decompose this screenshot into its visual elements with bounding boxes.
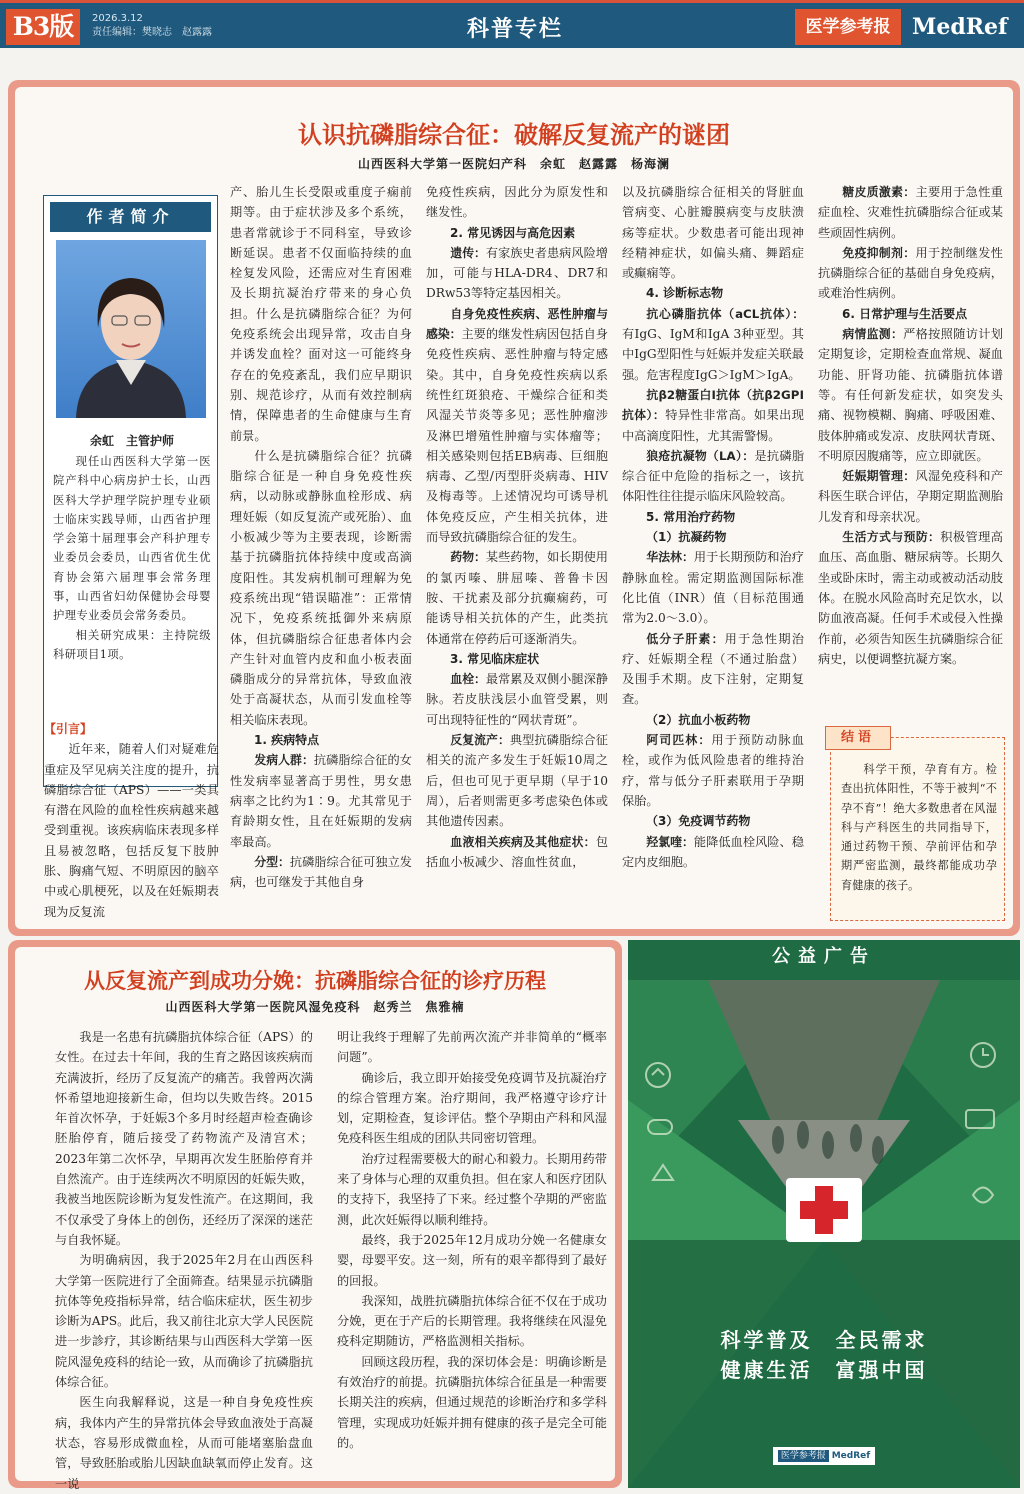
col3-para-c [426, 304, 608, 548]
text-type: 抗磷脂综合征可独立发病，也可继发于其他自身 [230, 854, 412, 890]
label-type: 分型： [254, 854, 290, 869]
label-la: 狼疮抗凝物（LA）： [646, 448, 755, 463]
author-name: 余虹 主管护师 [89, 434, 174, 448]
story-para-6: 治疗过程需要极大的耐心和毅力。长期用药带来了身体与心理的双重负担。但在家人和医疗团队的支持下，我坚持了下来。经过整个孕期的严密监测，此次妊娠得以顺利维持。 [337, 1151, 607, 1227]
col4-para-d [622, 446, 804, 507]
column-2 [230, 182, 412, 924]
label-lifestyle: 生活方式与预防： [842, 530, 941, 545]
col4-para-a: 以及抗磷脂综合征相关的肾脏血管病变、心脏瓣膜病变与皮肤溃疡等症状。少数患者可能出现神经精神症状，如偏头痛、舞蹈症或癫痫等。 [622, 185, 804, 281]
article-aps [8, 80, 1020, 936]
col3-para-e [426, 669, 608, 730]
intro-text: 近年来，随着人们对疑难危重症及罕见病关注度的提升，抗磷脂综合征（APS）——一类具有潜在风险的血栓性疾病越来越受到重视。该疾病临床表现多样且易被忽略，包括反复下肢肿胀、胸痛气短、不明原因的脑卒中或心肌梗死，以及在妊娠期表现为反复流 [44, 742, 219, 919]
col4-para-c [622, 385, 804, 446]
public-service-ad [628, 940, 1020, 1488]
text-pregnancy: 风湿免疫科和产科医生联合评估，孕期定期监测胎儿发育和母亲状况。 [818, 469, 1003, 524]
label-steroids: 糖皮质激素： [842, 185, 916, 199]
text-la: 是抗磷脂综合征中危险的指标之一，该抗体阳性往往提示临床风险较高。 [622, 448, 805, 504]
text-miscarriage: 典型抗磷脂综合征相关的流产多发生于妊娠10周之后，但也可见于更早期（早于10周），后者则需更多考虑染色体或其他遗传因素。 [426, 733, 608, 829]
col4-para-e [622, 547, 804, 628]
ad-logo-cn: 医学参考报 [778, 1450, 829, 1462]
text-acl: 有IgG、IgM和IgA 3种亚型。其中IgG型阳性与妊娠并发症关联最强。危害程度IgG＞IgM＞IgA。 [622, 327, 804, 382]
story-para-1: 我是一名患有抗磷脂抗体综合征（APS）的女性。在过去十年间，我的生育之路因该疾病而充满波折，经历了反复流产的痛苦。我曾两次满怀希望地迎接新生命，但均以失败告终。2015年首次怀孕，于妊娠3个多月时经超声检查确诊胚胎停育，随后接受了药物流产及清宫术；2023年第二次怀孕，早期再次发生胚胎停育并自然流产。由于连续两次不明原因的妊娠失败，我被当地医院诊断为复发性流产。在这期间，我不仅承受了身体上的创伤，还经历了深深的迷茫与自我怀疑。 [55, 1030, 313, 1247]
col2-para-b: 什么是抗磷脂综合征？抗磷脂综合征是一种自身免疫性疾病，以动脉或静脉血栓形成、病理妊娠（如反复流产或死胎）、血小板减少等为主要表现，诊断需基于抗磷脂抗体持续中度或高滴度阳性。其发病机制可理解为免疫系统出现“错误瞄准”：正常情况下，免疫系统抵御外来病原体，但抗磷脂综合征患者体内会产生针对血管内皮和血小板表面磷脂成分的异常抗体，导致血液处于高凝状态，从而引发血栓等相关临床表现。 [230, 448, 412, 727]
col2-para-a: 产、胎儿生长受限或重度子痫前期等。由于症状涉及多个系统，患者常就诊于不同科室，导致诊断延误。患者不仅面临持续的血栓复发风险，还需应对生育困难及长期抗凝治疗带来的身心负担。什么是抗磷脂综合征？为何免疫系统会出现异常，攻击自身并诱发血栓？面对这一可能终身存在的免疫紊乱，我们应早期识别、规范诊疗，从而有效控制病情，保障患者的生命健康与生育前景。 [230, 185, 412, 443]
header-meta [92, 12, 212, 40]
conclusion-box [830, 730, 1005, 921]
ad-slogan-1: 科学普及 全民需求 [720, 1328, 928, 1352]
article2-byline: 山西医科大学第一医院风湿免疫科 赵秀兰 焦雅楠 [165, 1000, 465, 1014]
heading-1: 1. 疾病特点 [254, 733, 320, 748]
col2-para-c [230, 750, 412, 851]
text-thrombosis: 最常累及双侧小腿深静脉。若皮肤浅层小血管受累，则可出现特征性的“网状青斑”。 [426, 672, 608, 727]
heading-5b: （2）抗血小板药物 [646, 712, 751, 727]
page-header [0, 0, 1024, 48]
heading-5c: （3）免疫调节药物 [646, 814, 751, 829]
heading-6: 6. 日常护理与生活要点 [842, 306, 968, 321]
col5-para-d [818, 466, 1003, 527]
editors-line: 责任编辑：樊晓志 赵露露 [92, 27, 212, 38]
article2-column-right [337, 1027, 607, 1481]
col3-para-d [426, 547, 608, 648]
text-lmwh: 用于急性期治疗、妊娠期全程（不通过胎盘）及围手术期。皮下注射，定期复查。 [622, 631, 804, 707]
article2-title: 从反复流产到成功分娩：抗磷脂综合征的诊疗历程 [84, 969, 546, 993]
heading-4: 4. 诊断标志物 [646, 286, 724, 301]
author-photo [56, 240, 206, 418]
text-autoimmune: 主要的继发性病因包括自身免疫性疾病、恶性肿瘤与特定感染。其中，自身免疫性疾病以系统性红斑狼疮、干燥综合征和类风湿关节炎等多见；恶性肿瘤涉及淋巴增殖性肿瘤与实体瘤等；相关感染则包括EB病毒、巨细胞病毒、乙型/丙型肝炎病毒、HIV及梅毒等。上述情况均可诱导机体免疫反应，产生相关抗体，进而导致抗磷脂综合征的发生。 [426, 327, 608, 545]
story-para-3: 医生向我解释说，这是一种自身免疫性疾病，我体内产生的异常抗体会导致血液处于高凝状态，容易形成微血栓，从而可能堵塞胎盘血管，导致胚胎或胎儿因缺血缺氧而停止发育。这一说 [55, 1395, 313, 1491]
column-5 [818, 182, 1003, 728]
label-autoimmune: 自身免疫性疾病、恶性肿瘤与感染： [426, 306, 608, 342]
author-research: 相关研究成果：主持院级科研项目1项。 [53, 628, 211, 661]
label-hcq: 羟氯喹： [646, 834, 694, 849]
column-1 [44, 719, 219, 924]
label-population: 发病人群： [254, 753, 314, 768]
label-drugs: 药物： [450, 550, 486, 565]
col5-para-c [818, 324, 1003, 466]
ad-slogan-2: 健康生活 富强中国 [720, 1358, 928, 1382]
heading-5a: （1）抗凝药物 [646, 530, 727, 545]
text-monitoring: 严格按照随访计划定期复诊，定期检查血常规、凝血功能、肝肾功能、抗磷脂抗体谱等。有任何新发症状，如突发头痛、视物模糊、胸痛、呼吸困难、肢体肿痛或发凉、皮肤网状青斑、不明原因腹痛等，应立即就医。 [818, 327, 1003, 463]
text-drugs: 某些药物，如长期使用的氯丙嗪、肼屈嗪、普鲁卡因胺、干扰素及部分抗癫痫药，可能诱导相关抗体的产生，此类抗体通常在停药后可逐渐消失。 [426, 550, 608, 646]
label-warfarin: 华法林： [646, 550, 694, 565]
text-hcq: 能降低血栓风险、稳定内皮细胞。 [622, 834, 804, 869]
ad-header: 公益广告 [772, 946, 876, 967]
col4-para-b [622, 304, 804, 385]
col2-para-d [230, 852, 412, 893]
brand-cn: 医学参考报 [795, 9, 901, 45]
story-para-8: 我深知，战胜抗磷脂抗体综合征不仅在于成功分娩，更在于产后的长期管理。我将继续在风湿免疫科定期随访，严格监测相关指标。 [337, 1293, 607, 1349]
label-blood: 血液相关疾病及其他症状： [450, 834, 596, 849]
ad-logo-en: MedRef [831, 1451, 871, 1461]
text-warfarin: 用于长期预防和治疗静脉血栓。需定期监测国际标准化比值（INR）值（目标范围通常为2.0～3.0）。 [622, 550, 804, 626]
col4-para-h [622, 832, 804, 873]
heading-5: 5. 常用治疗药物 [646, 509, 736, 524]
label-lmwh: 低分子肝素： [646, 631, 725, 646]
edition-badge: B3版 [6, 9, 80, 45]
label-b2gp: 抗β2糖蛋白Ⅰ抗体（抗β2GPⅠ抗体）： [622, 387, 804, 423]
label-aspirin: 阿司匹林： [646, 733, 712, 748]
author-bio-text: 现任山西医科大学第一医院产科中心病房护士长，山西医科大学护理学院护理专业硕士临床实践导师，山西省护理学会第十届理事会产科护理专业委员会委员，山西省优生优育协会第六届理事会常务理事，山西省妇幼保健协会母婴护理专业委员会常务委员。 [53, 455, 211, 623]
story-para-9: 回顾这段历程，我的深切体会是：明确诊断是有效治疗的前提。抗磷脂抗体综合征虽是一种需要长期关注的疾病，但通过规范的诊断治疗和多学科管理，实现成功妊娠并拥有健康的孩子是完全可能的。 [337, 1354, 607, 1450]
text-lifestyle: 积极管理高血压、高血脂、糖尿病等。长期久坐或卧床时，需主动或被动活动肢体。在脱水风险高时充足饮水，以防血液高凝。任何手术或侵入性操作前，必须告知医生抗磷脂综合征病史，以便调整抗凝方案。 [818, 530, 1003, 666]
label-pregnancy: 妊娠期管理： [842, 469, 916, 484]
col3-para-a: 免疫性疾病，因此分为原发性和继发性。 [426, 185, 608, 220]
author-box-header: 作者简介 [50, 202, 211, 232]
label-thrombosis: 血栓： [450, 672, 486, 687]
text-immunosuppressants: 用于控制继发性抗磷脂综合征的基础自身免疫病，或难治性病例。 [818, 245, 1003, 301]
col4-para-f [622, 629, 804, 710]
article-title: 认识抗磷脂综合征：破解反复流产的谜团 [298, 121, 730, 149]
story-para-5: 确诊后，我立即开始接受免疫调节及抗凝治疗的综合管理方案。治疗期间，我严格遵守诊疗计划，定期检查，复诊评估。整个孕期由产科和风湿免疫科医生组成的团队共同密切管理。 [337, 1070, 607, 1146]
story-para-2: 为明确病因，我于2025年2月在山西医科大学第一医院进行了全面筛查。结果显示抗磷脂抗体等免疫指标异常，结合临床症状，医生初步诊断为APS。此后，我又前往北京大学人民医院进一步診疗，其诊断结果与山西医科大学第一医院风湿免疫科的结论一致，从而确诊了抗磷脂抗体综合征。 [55, 1253, 313, 1390]
article-byline: 山西医科大学第一医院妇产科 余虹 赵露露 杨海澜 [357, 157, 670, 171]
text-b2gp: 特异性非常高。如果出现中高滴度阳性，尤其需警惕。 [622, 408, 804, 443]
text-genetics: 有家族史者患病风险增加，可能与HLA-DR4、DR7和DRw53等特定基因相关。 [426, 245, 608, 301]
story-para-4: 明让我终于理解了先前两次流产并非简单的“概率问题”。 [337, 1030, 607, 1065]
ad-logo [773, 1447, 875, 1465]
col5-para-a [818, 182, 1003, 243]
column-3 [426, 182, 608, 924]
label-acl: 抗心磷脂抗体（aCL抗体）： [646, 306, 804, 321]
conclusion-text: 科学干预，孕育有方。检查出抗体阳性，不等于被判“不孕不育”！绝大多数患者在风湿科与产科医生的共同指导下，通过药物干预、孕前评估和孕期严密监测，最终都能成功孕育健康的孩子。 [841, 763, 997, 892]
text-steroids: 主要用于急性重症血栓、灾难性抗磷脂综合征或某些顽固性病例。 [818, 185, 1003, 240]
red-cross-icon [786, 1178, 862, 1242]
article2-column-left [55, 1027, 313, 1491]
heading-3: 3. 常见临床症状 [450, 651, 540, 666]
col5-para-b [818, 243, 1003, 304]
text-blood: 包括血小板减少、溶血性贫血， [426, 834, 608, 869]
brand-en: MedRef [912, 14, 1008, 40]
author-bio [53, 452, 211, 664]
label-monitoring: 病情监测： [842, 327, 904, 342]
section-title: 科普专栏 [466, 16, 563, 42]
label-miscarriage: 反复流产： [450, 733, 510, 748]
conclusion-header: 结语 [825, 726, 891, 750]
author-box [43, 195, 218, 787]
col3-para-b [426, 243, 608, 304]
text-population: 抗磷脂综合征的女性发病率显著高于男性，男女患病率之比约为1∶9。尤其常见于育龄期女性，且在妊娠期的发病率最高。 [230, 753, 412, 849]
story-para-7: 最终，我于2025年12月成功分娩一名健康女婴，母婴平安。这一刻，所有的艰辛都得到了最好的回报。 [337, 1232, 607, 1288]
intro-label: 【引言】 [44, 722, 93, 736]
text-aspirin: 用于预防动脉血栓，或作为低风险患者的维持治疗，常与低分子肝素联用于孕期保胎。 [622, 733, 804, 808]
col3-para-g [426, 832, 608, 873]
heading-2: 2. 常见诱因与高危因素 [450, 225, 576, 240]
issue-date: 2026.3.12 [92, 13, 143, 24]
col4-para-g [622, 730, 804, 811]
column-4 [622, 182, 804, 924]
label-genetics: 遗传： [450, 245, 486, 260]
label-immunosuppressants: 免疫抑制剂： [842, 245, 916, 260]
article-patient-story [8, 940, 622, 1491]
col5-para-e [818, 527, 1003, 669]
col3-para-f [426, 730, 608, 831]
